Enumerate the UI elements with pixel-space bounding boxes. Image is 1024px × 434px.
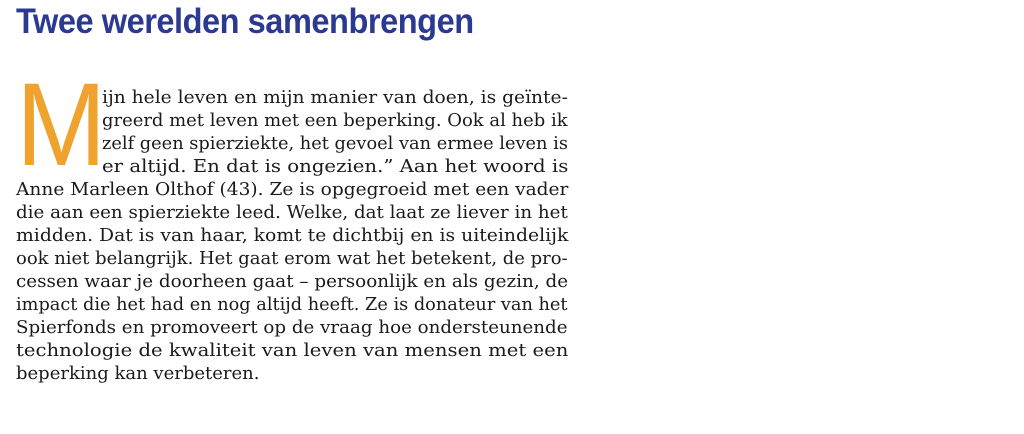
text-line: technologie de kwaliteit van leven van mensen met een (16, 340, 569, 361)
text-line: ijn hele leven en mijn manier van doen, is geïnte- (102, 87, 568, 108)
text-line: midden. Dat is van haar, komt te dichtbij en is uiteindelijk (16, 225, 569, 246)
text-line: greerd met leven met een beperking. Ook al heb ik (102, 110, 568, 131)
text-line: die aan een spierziekte leed. Welke, dat laat ze liever in het (16, 202, 568, 223)
text-line: ook niet belangrijk. Het gaat erom wat het betekent, de pro- (16, 248, 568, 269)
text-line: Anne Marleen Olthof (43). Ze is opgegroeid met een vader (16, 179, 569, 200)
article-title: Twee werelden samenbrengen (16, 2, 474, 41)
drop-cap: M (16, 59, 105, 191)
text-line: cessen waar je doorheen gaat – persoonlijk en als gezin, de (16, 271, 569, 292)
text-line: zelf geen spierziekte, het gevoel van ermee leven is (102, 133, 568, 154)
text-line: beperking kan verbeteren. (16, 363, 260, 384)
text-line: er altijd. En dat is ongezien.” Aan het woord is (102, 156, 569, 177)
text-line: impact die het had en nog altijd heeft. Ze is donateur van het (16, 294, 568, 315)
text-line: Spierfonds en promoveert op de vraag hoe ondersteunende (16, 317, 568, 338)
